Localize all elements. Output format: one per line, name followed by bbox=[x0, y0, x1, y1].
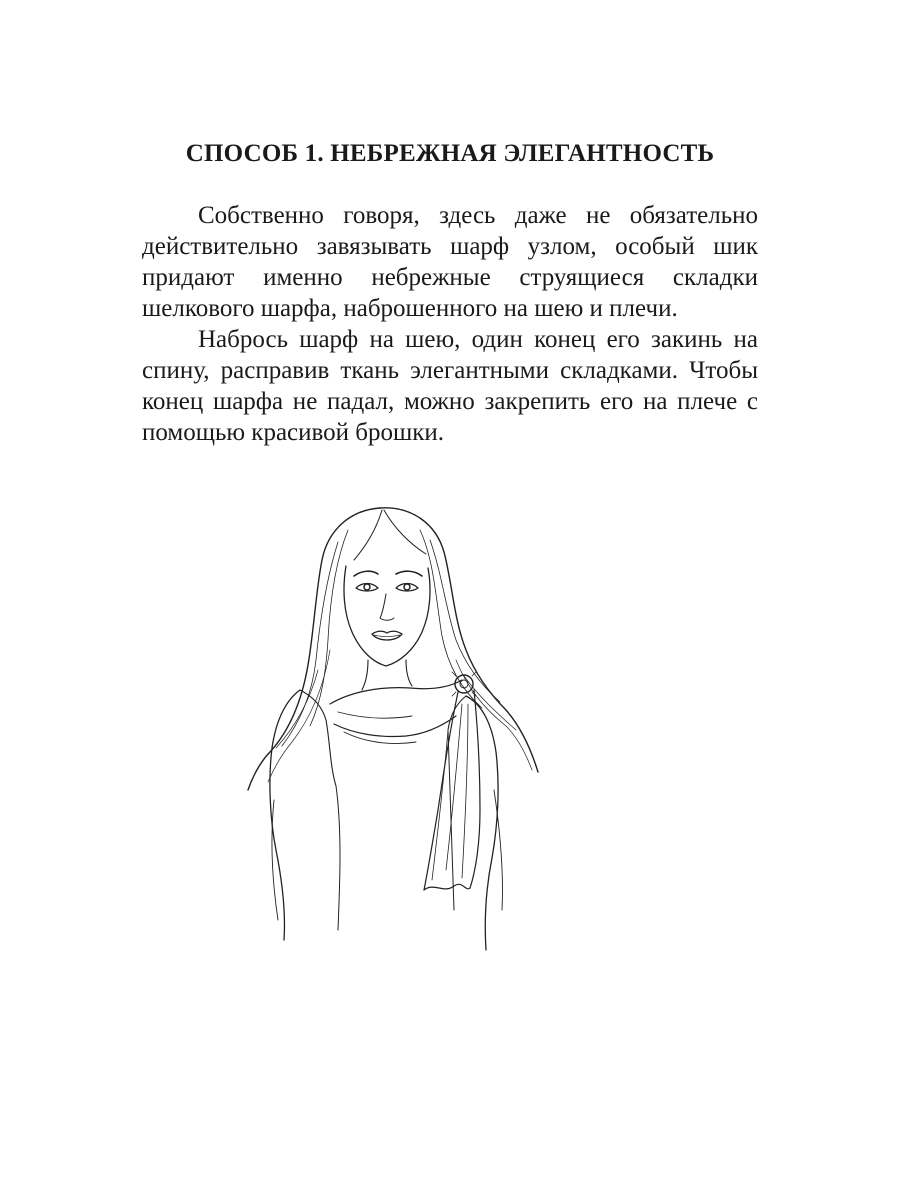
sketch-drawing bbox=[230, 490, 570, 990]
paragraph-2: Набрось шарф на шею, один конец его закинь на спину, расправив ткань элегантными складками. Чтобы конец шарфа не падал, можно закрепить его на плече с помощью красивой брошки. bbox=[142, 326, 758, 446]
woman-with-scarf-illustration bbox=[230, 490, 570, 990]
section-heading: СПОСОБ 1. НЕБРЕЖНАЯ ЭЛЕГАНТНОСТЬ bbox=[185, 140, 715, 167]
paragraph-1: Собственно говоря, здесь даже не обязательно действительно завязывать шарф узлом, особый шик придают именно небрежные струящиеся складки шелкового шарфа, наброшенного на шею и плечи. bbox=[142, 202, 758, 322]
body-text bbox=[142, 200, 758, 448]
